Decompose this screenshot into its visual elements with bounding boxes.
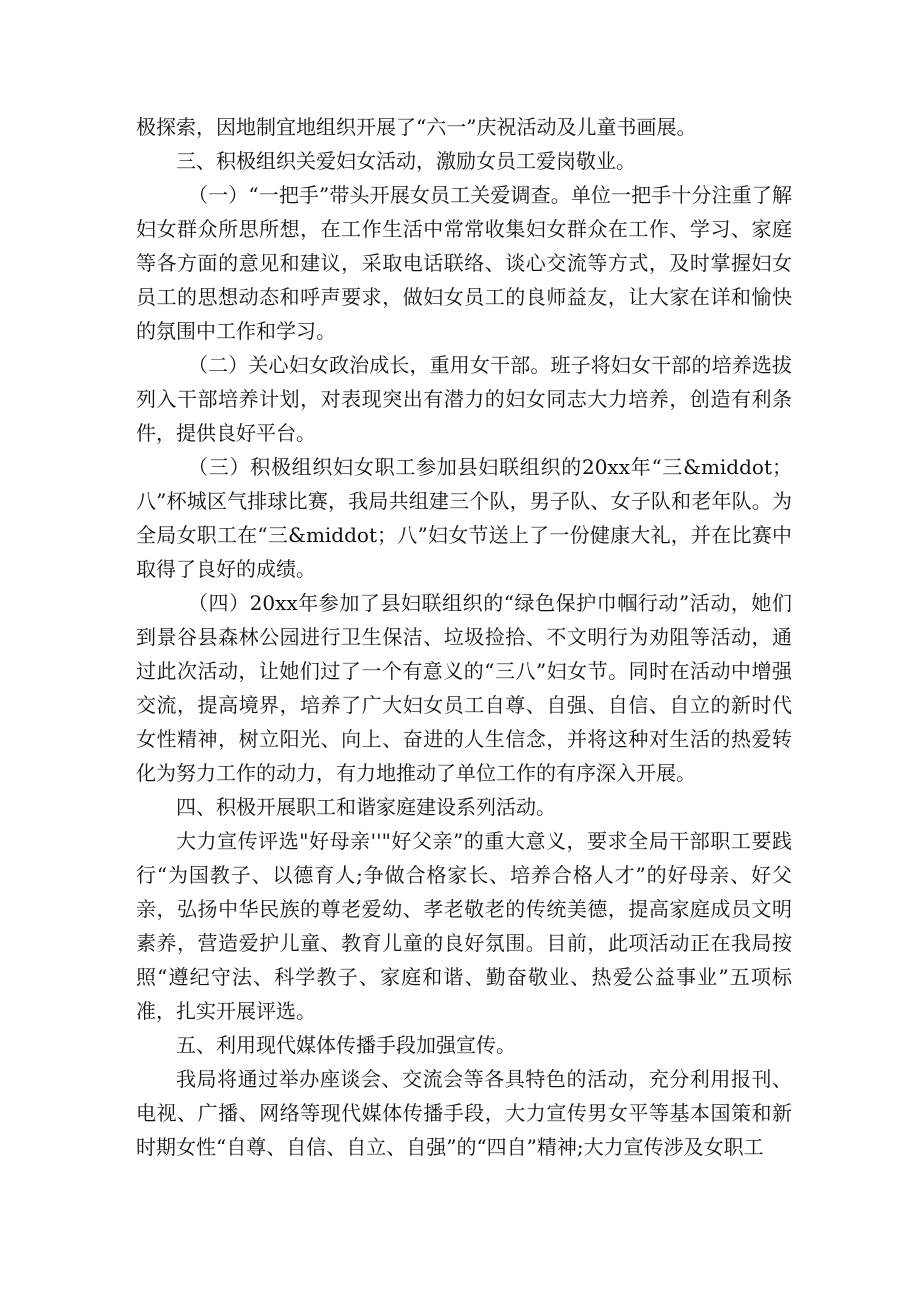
paragraph-item-4: （四）20xx年参加了县妇联组织的“绿色保护巾帼行动”活动，她们到景谷县森林公园进行卫生保洁、垃圾捡拾、不文明行为劝阻等活动，通过此次活动，让她们过了一个有意义的“三八”妇女节。同时在活动中增强交流，提高境界，培养了广大妇女员工自尊、自强、自信、自立的新时代女性精神，树立阳光、向上、奋进的人生信念，并将这种对生活的热爱转化为努力工作的动力，有力地推动了单位工作的有序深入开展。 [136,591,792,785]
paragraph-media: 我局将通过举办座谈会、交流会等各具特色的活动，充分利用报刊、电视、广播、网络等现代媒体传播手段，大力宣传男女平等基本国策和新时期女性“自尊、自信、自立、自强”的“四自”精神;大力宣传涉及女职工 [136,1067,792,1159]
section-heading-4: 四、积极开展职工和谐家庭建设系列活动。 [176,795,556,819]
section-heading-3: 三、积极组织关爱妇女活动，激励女员工爱岗敬业。 [176,149,636,173]
paragraph-item-3: （三）积极组织妇女职工参加县妇联组织的20xx年“三&middot；八”杯城区气排球比赛，我局共组建三个队，男子队、女子队和老年队。为全局女职工在“三&middot；八”妇女节送上了一份健康大礼，并在比赛中取得了良好的成绩。 [136,455,792,581]
section-heading-5: 五、利用现代媒体传播手段加强宣传。 [176,1033,516,1057]
paragraph-item-2: （二）关心妇女政治成长，重用女干部。班子将妇女干部的培养选拔列入干部培养计划，对表现突出有潜力的妇女同志大力培养，创造有利条件，提供良好平台。 [136,353,792,445]
paragraph-family: 大力宣传评选"好母亲''"好父亲”的重大意义，要求全局干部职工要践行“为国教子、以德育人;争做合格家长、培养合格人才”的好母亲、好父亲，弘扬中华民族的尊老爱幼、孝老敬老的传统美德，提高家庭成员文明素养，营造爱护儿童、教育儿童的良好氛围。目前，此项活动正在我局按照“遵纪守法、科学教子、家庭和谐、勤奋敬业、热爱公益事业”五项标准，扎实开展评选。 [136,829,792,1023]
paragraph-item-1: （一）“一把手”带头开展女员工关爱调查。单位一把手十分注重了解妇女群众所思所想，在工作生活中常常收集妇女群众在工作、学习、家庭等各方面的意见和建议，采取电话联络、谈心交流等方式，及时掌握妇女员工的思想动态和呼声要求，做妇女员工的良师益友，让大家在详和愉快的氛围中工作和学习。 [136,183,792,343]
document-body [136,110,792,1164]
paragraph-continuation: 极探索，因地制宜地组织开展了“六一”庆祝活动及儿童书画展。 [136,115,697,139]
